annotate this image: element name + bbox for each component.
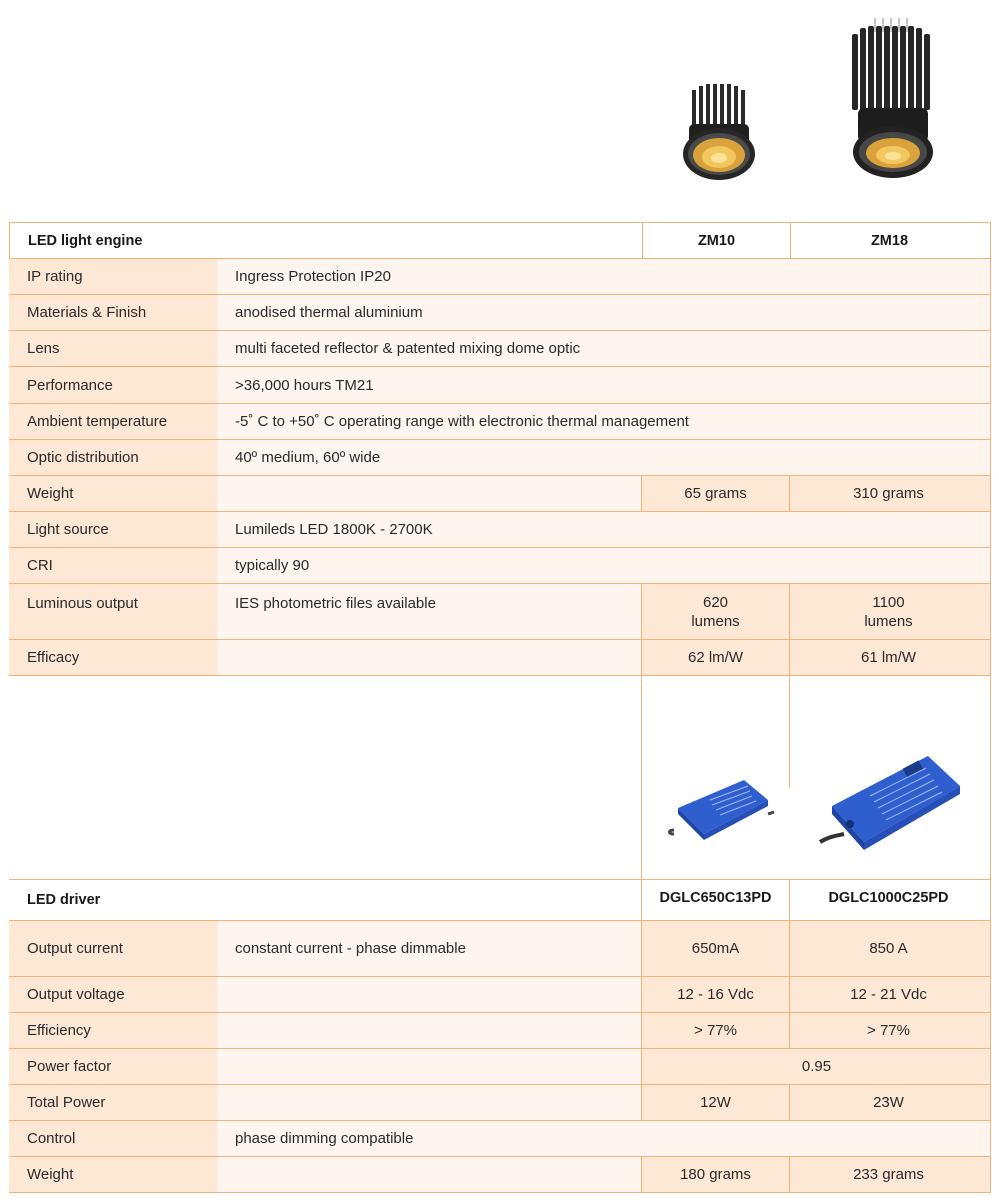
section-title: LED driver xyxy=(9,880,641,920)
shared-value: 0.95 xyxy=(641,1049,991,1084)
table-right-border xyxy=(990,222,991,676)
spec-row-total-power xyxy=(9,1085,991,1121)
light-engine-header-row xyxy=(9,222,991,259)
model-name-dglc1000: DGLC1000C25PD xyxy=(789,880,991,920)
spec-row-luminous-output xyxy=(9,584,991,640)
row-desc-empty xyxy=(217,1085,649,1120)
spec-row-ip-rating xyxy=(9,259,991,295)
row-label: Light source xyxy=(9,512,217,547)
section-title: LED light engine xyxy=(10,223,642,258)
row-value: 40º medium, 60º wide xyxy=(217,440,991,475)
lumens-number: 1100 xyxy=(872,593,905,611)
row-label: IP rating xyxy=(9,259,217,294)
divider xyxy=(641,676,642,879)
row-label: Performance xyxy=(9,367,217,403)
row-label: Weight xyxy=(9,1157,217,1192)
spec-row-output-current xyxy=(9,921,991,977)
row-label: Luminous output xyxy=(9,584,217,639)
row-label: Control xyxy=(9,1121,217,1156)
dglc1000-driver-image xyxy=(818,752,964,856)
spec-row-control xyxy=(9,1121,991,1157)
spec-row-efficacy xyxy=(9,640,991,676)
row-desc-empty xyxy=(217,977,649,1012)
row-label: Total Power xyxy=(9,1085,217,1120)
spec-row-power-factor xyxy=(9,1049,991,1085)
row-value: typically 90 xyxy=(217,548,991,583)
row-label: CRI xyxy=(9,548,217,583)
row-desc-empty xyxy=(217,1157,649,1192)
spec-row-efficiency xyxy=(9,1013,991,1049)
row-label: Lens xyxy=(9,331,217,366)
spec-row-driver-weight xyxy=(9,1157,991,1193)
divider xyxy=(789,676,790,788)
row-label: Power factor xyxy=(9,1049,217,1084)
spec-row-optic-distribution xyxy=(9,440,991,476)
row-desc-empty xyxy=(217,640,649,675)
dglc650-value: 650mA xyxy=(641,921,789,976)
row-value: phase dimming compatible xyxy=(217,1121,991,1156)
row-desc-empty xyxy=(217,1049,649,1084)
dglc650-driver-image xyxy=(664,772,776,842)
zm18-value: 61 lm/W xyxy=(789,640,991,675)
table-right-border xyxy=(990,879,991,1193)
zm18-value xyxy=(789,584,991,639)
model-name-zm10: ZM10 xyxy=(642,223,790,258)
spec-row-light-source xyxy=(9,512,991,548)
zm18-product-image xyxy=(846,18,940,180)
spec-row-output-voltage xyxy=(9,977,991,1013)
row-label: Materials & Finish xyxy=(9,295,217,330)
lumens-unit: lumens xyxy=(864,612,913,630)
divider xyxy=(990,676,991,879)
dglc650-value: 12 - 16 Vdc xyxy=(641,977,789,1012)
row-value: Lumileds LED 1800K - 2700K xyxy=(217,512,991,547)
model-name-zm18: ZM18 xyxy=(790,223,992,258)
driver-header-row xyxy=(9,879,991,921)
dglc1000-value: 12 - 21 Vdc xyxy=(789,977,991,1012)
spec-row-performance xyxy=(9,367,991,404)
zm10-value xyxy=(641,584,789,639)
row-label: Weight xyxy=(9,476,217,511)
row-label: Efficiency xyxy=(9,1013,217,1048)
spec-row-lens xyxy=(9,331,991,367)
row-desc-empty xyxy=(217,1013,649,1048)
row-label: Output voltage xyxy=(9,977,217,1012)
row-desc-empty xyxy=(217,476,649,511)
dglc650-value: 12W xyxy=(641,1085,789,1120)
row-label: Output current xyxy=(9,921,217,976)
row-value: Ingress Protection IP20 xyxy=(217,259,991,294)
row-label: Ambient temperature xyxy=(9,404,217,439)
zm18-value: 310 grams xyxy=(789,476,991,511)
zm10-value: 62 lm/W xyxy=(641,640,789,675)
zm10-value: 65 grams xyxy=(641,476,789,511)
spec-row-materials xyxy=(9,295,991,331)
spec-row-weight xyxy=(9,476,991,512)
row-desc: IES photometric files available xyxy=(217,584,649,639)
row-value: multi faceted reflector & patented mixing dome optic xyxy=(217,331,991,366)
spec-row-ambient-temperature xyxy=(9,404,991,440)
row-label: Optic distribution xyxy=(9,440,217,475)
dglc1000-value: > 77% xyxy=(789,1013,991,1048)
row-value: anodised thermal aluminium xyxy=(217,295,991,330)
dglc1000-value: 850 A xyxy=(789,921,991,976)
zm10-product-image xyxy=(678,84,760,184)
dglc650-value: 180 grams xyxy=(641,1157,789,1192)
dglc1000-value: 23W xyxy=(789,1085,991,1120)
dglc1000-value: 233 grams xyxy=(789,1157,991,1192)
row-label: Efficacy xyxy=(9,640,217,675)
row-desc: constant current - phase dimmable xyxy=(217,921,649,976)
row-value: >36,000 hours TM21 xyxy=(217,367,991,403)
lumens-unit: lumens xyxy=(691,612,740,630)
dglc650-value: > 77% xyxy=(641,1013,789,1048)
model-name-dglc650: DGLC650C13PD xyxy=(641,880,789,920)
spec-row-cri xyxy=(9,548,991,584)
lumens-number: 620 xyxy=(702,593,729,611)
row-value: -5˚ C to +50˚ C operating range with electronic thermal management xyxy=(217,404,991,439)
